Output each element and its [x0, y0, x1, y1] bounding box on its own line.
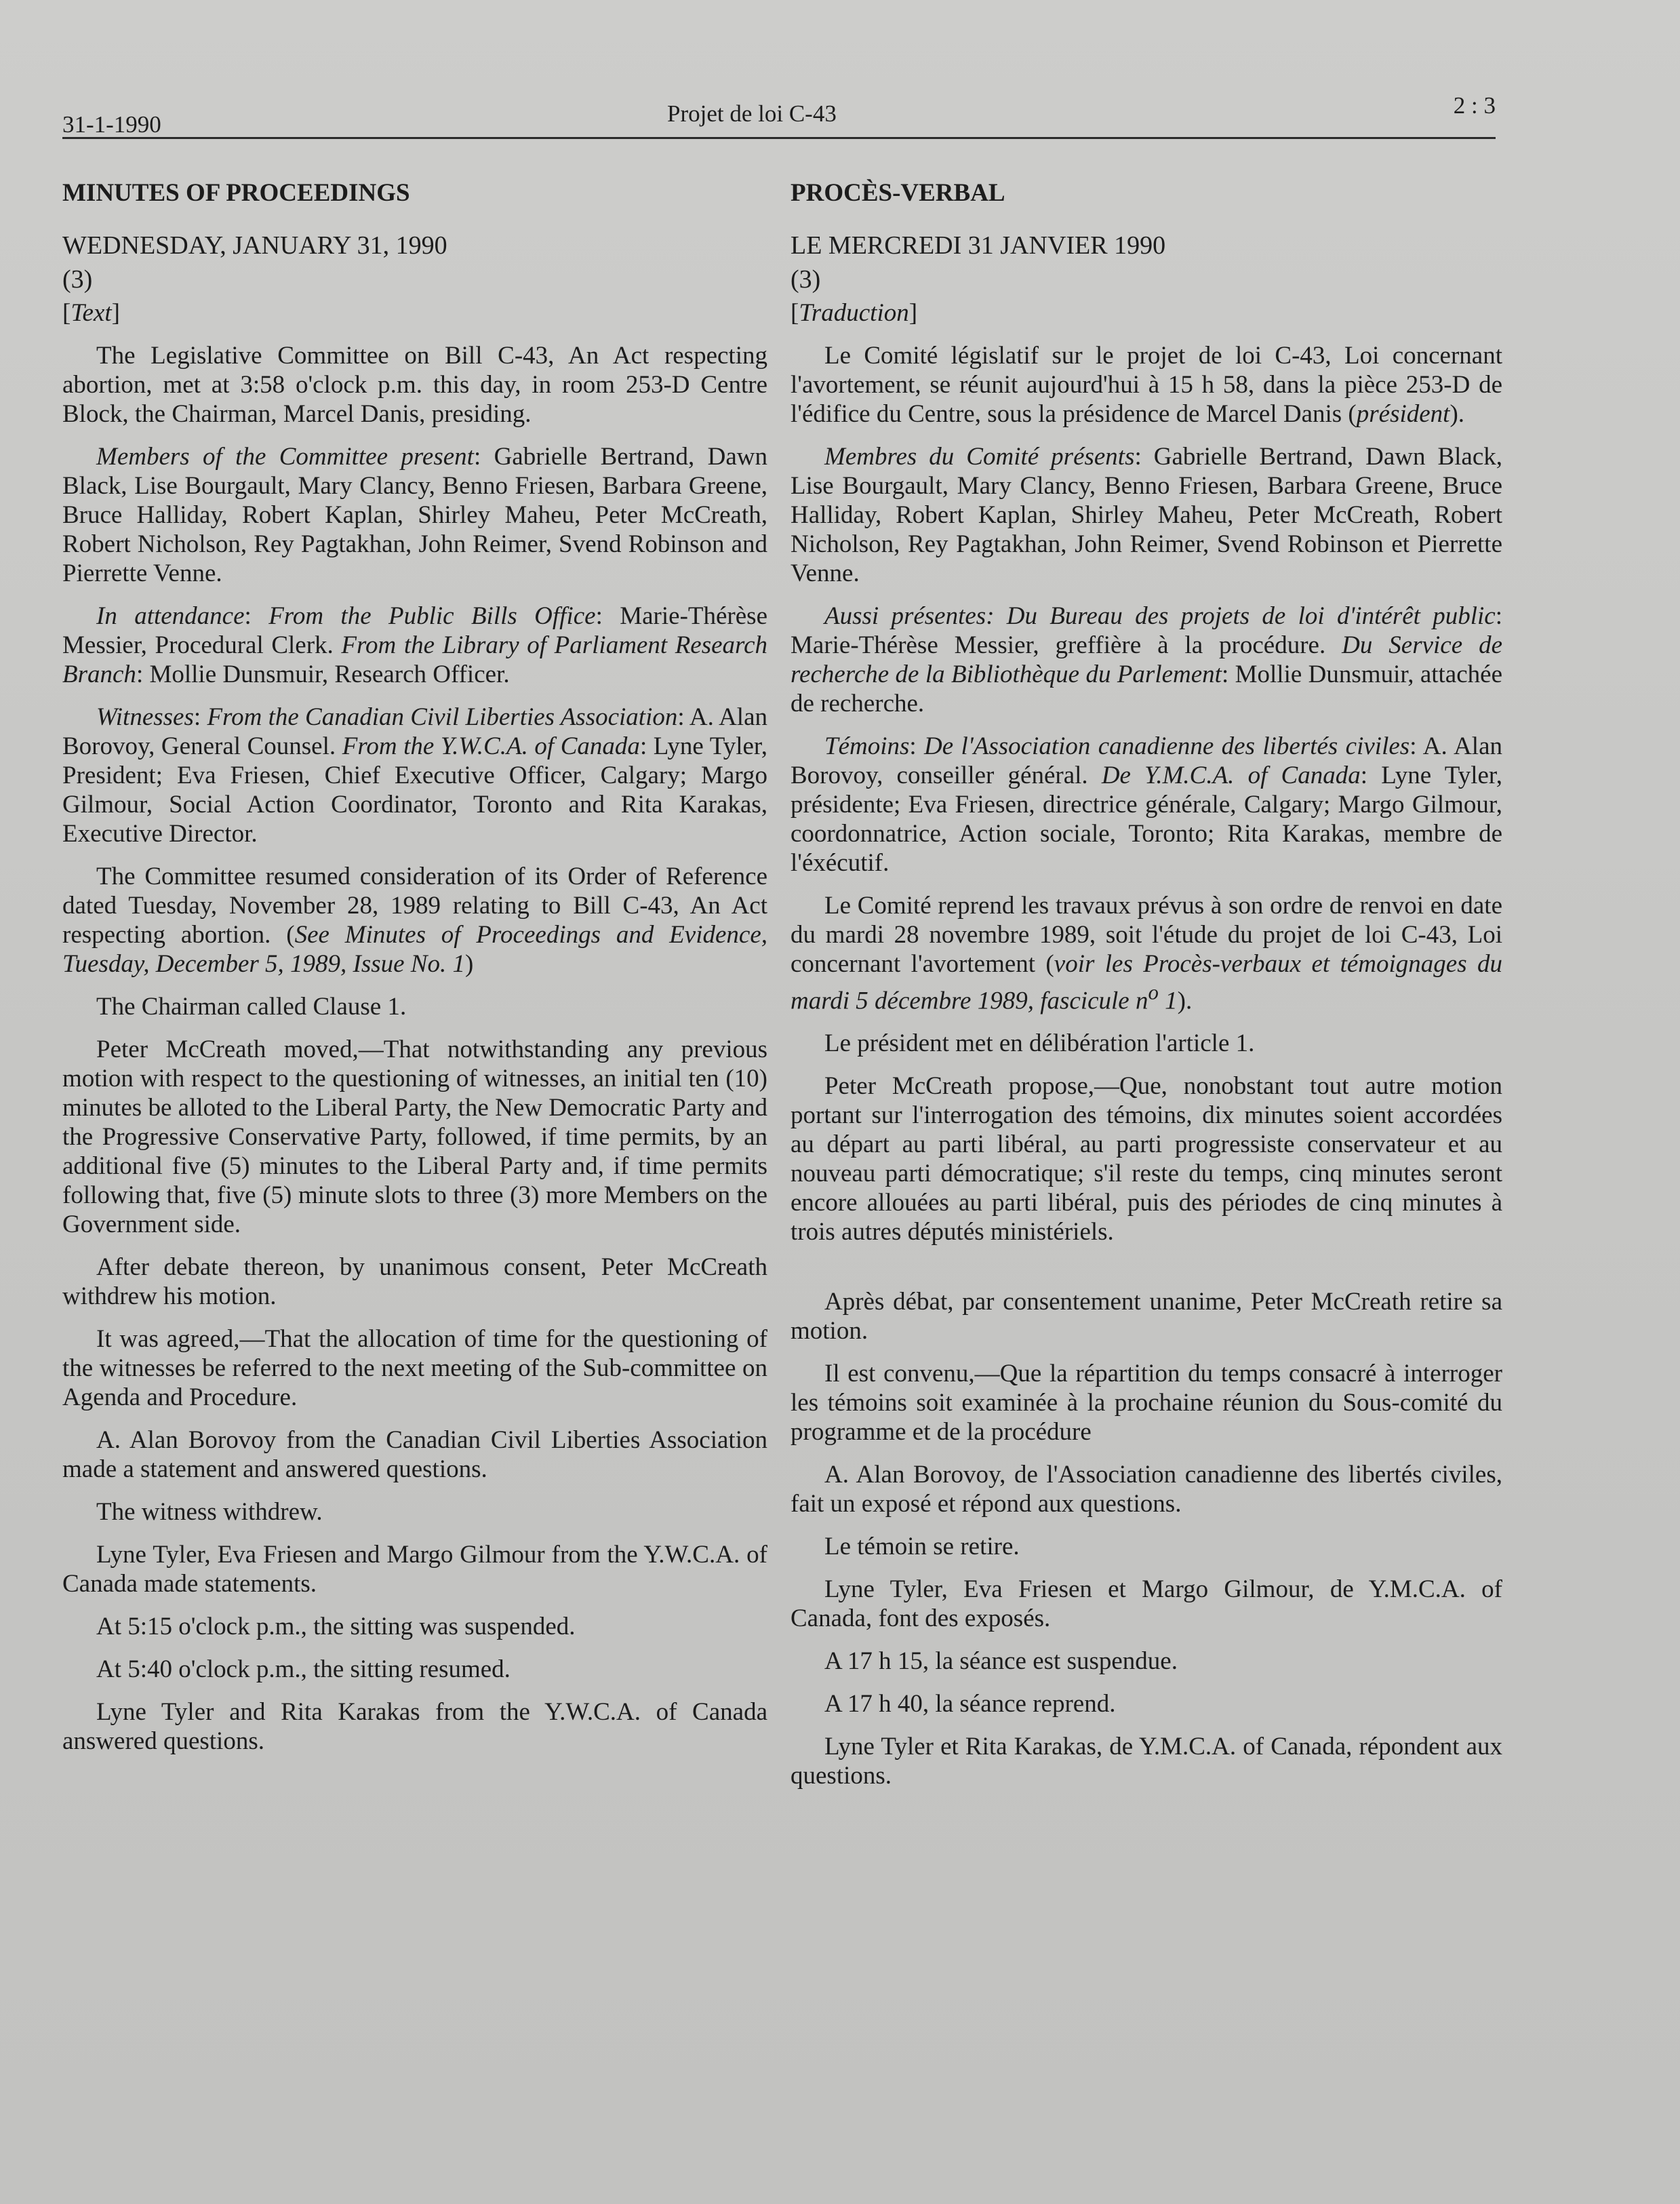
french-witnesses-ymca: De Y.M.C.A. of Canada	[1101, 762, 1361, 789]
english-agreement-paragraph: It was agreed,—That the allocation of time for the questioning of the witnesses be referred to the next meeting of the Sub-committee on Agenda and Procedure.	[62, 1325, 767, 1411]
english-order-text: The Committee resumed consideration of its Order of Reference dated Tuesday, November 28, 1989 relating to Bill C-43, An Act respecting abortion. (	[62, 863, 767, 949]
english-text-tag: [Text]	[62, 299, 120, 327]
english-withdrawal-paragraph: After debate thereon, by unanimous consent, Peter McCreath withdrew his motion.	[62, 1253, 767, 1310]
english-questions-paragraph: Lyne Tyler and Rita Karakas from the Y.W.C.A. of Canada answered questions.	[62, 1698, 767, 1755]
english-order-reference: See Minutes of Proceedings and Evidence, Tuesday, December 5, 1989, Issue No. 1	[62, 921, 767, 978]
english-clause-paragraph: The Chairman called Clause 1.	[96, 993, 407, 1021]
english-attendance-clerk: : Marie-Thérèse Messier, Procedural Clerk.	[62, 602, 767, 659]
page-header	[62, 92, 1496, 139]
french-order-superscript-text: o	[1148, 981, 1159, 1004]
french-members-label: Membres du Comité présents	[824, 443, 1135, 471]
french-suspended-paragraph: A 17 h 15, la séance est suspendue.	[824, 1647, 1178, 1676]
english-suspended-paragraph: At 5:15 o'clock p.m., the sitting was suspended.	[96, 1613, 576, 1640]
english-order-close: )	[465, 950, 474, 978]
french-order-of-reference-paragraph	[791, 891, 1502, 1015]
french-date: LE MERCREDI 31 JANVIER 1990	[791, 231, 1166, 260]
english-attendance-sep: :	[244, 602, 269, 630]
french-order-superscript	[1148, 981, 1159, 1015]
english-statements-paragraph: Lyne Tyler, Eva Friesen and Margo Gilmour from the Y.W.C.A. of Canada made statements.	[62, 1541, 767, 1598]
english-attendance-office: From the Public Bills Office	[268, 602, 596, 630]
english-resumed-paragraph: At 5:40 o'clock p.m., the sitting resumed.	[96, 1655, 511, 1683]
french-clause-paragraph: Le président met en délibération l'article 1.	[824, 1029, 1255, 1058]
english-attendance-library: From the Library of Parliament Research Branch	[62, 631, 767, 688]
english-opening-paragraph: The Legislative Committee on Bill C-43, An Act respecting abortion, met at 3:58 o'clock p.m. this day, in room 253-D Centre Block, the Chairman, Marcel Danis, presiding.	[62, 342, 767, 428]
english-attendance-paragraph	[62, 602, 767, 689]
header-page-number: 2 : 3	[1453, 92, 1496, 119]
french-members-paragraph	[791, 442, 1502, 588]
english-witnesses-label: Witnesses	[96, 703, 194, 731]
english-date: WEDNESDAY, JANUARY 31, 1990	[62, 231, 447, 260]
french-motion-paragraph: Peter McCreath propose,—Que, nonobstant tout autre motion portant sur l'interrogation des témoins, dix minutes soient accordées au départ au parti libéral, au parti progressiste conservateur et au nouveau parti démocratique; s'il reste du temps, cinq minutes seront encore allouées au parti libéral, puis des périodes de cinq minutes à trois autres députés ministériels.	[791, 1072, 1502, 1246]
french-order-text: Le Comité reprend les travaux prévus à son ordre de renvoi en date du mardi 28 novembre 1989, soit l'étude du projet de loi C-43, Loi concernant l'avortement (	[791, 892, 1502, 978]
french-column	[791, 166, 1502, 1804]
french-questions-paragraph: Lyne Tyler et Rita Karakas, de Y.M.C.A. of Canada, répondent aux questions.	[791, 1733, 1502, 1790]
french-witnesses-ccla: De l'Association canadienne des libertés civiles	[924, 732, 1410, 760]
french-members-list: : Gabrielle Bertrand, Dawn Black, Lise Bourgault, Mary Clancy, Benno Friesen, Barbara Greene, Bruce Halliday, Robert Kaplan, Shirley Maheu, Peter McCreath, Robert Nicholson, Rey Pagtakhan, John Reimer, Svend Robinson et Pierrette Venne.	[791, 443, 1503, 587]
english-witnesses-borovoy: : A. Alan Borovoy, General Counsel.	[62, 703, 768, 760]
english-witnesses-paragraph	[62, 703, 767, 848]
english-sitting-number: (3)	[62, 265, 93, 294]
french-opening-paragraph	[791, 341, 1502, 429]
french-witness-withdrew-paragraph: Le témoin se retire.	[824, 1533, 1020, 1561]
french-order-reference: voir les Procès-verbaux et témoignages du mardi 5 décembre 1989, fascicule n	[791, 950, 1502, 1015]
french-witnesses-sep: :	[909, 732, 925, 760]
french-witnesses-label: Témoins	[824, 732, 910, 760]
french-opening-close: ).	[1449, 400, 1465, 428]
english-borovoy-paragraph: A. Alan Borovoy from the Canadian Civil Liberties Association made a statement and answered questions.	[62, 1426, 767, 1483]
english-order-of-reference-paragraph	[62, 862, 767, 979]
french-attendance-clerk: : Marie-Thérèse Messier, greffière à la procédure.	[791, 602, 1502, 659]
english-witness-withdrew-paragraph: The witness withdrew.	[96, 1498, 323, 1526]
english-attendance-label: In attendance	[96, 602, 245, 630]
french-attendance-label: Aussi présentes: Du Bureau des projets de loi d'intérêt public	[824, 602, 1496, 630]
french-attendance-officer: : Mollie Dunsmuir, attachée de recherche.	[791, 661, 1502, 717]
french-witnesses-paragraph	[791, 732, 1502, 878]
french-tag-label: Traduction	[799, 299, 909, 327]
english-attendance-officer: : Mollie Dunsmuir, Research Officer.	[136, 661, 510, 688]
english-witnesses-ccla: From the Canadian Civil Liberties Association	[207, 703, 678, 731]
french-witnesses-ymca-list: : Lyne Tyler, présidente; Eva Friesen, directrice générale, Calgary; Margo Gilmour, coordonnatrice, Action sociale, Toronto; Rita Karakas, membre de l'éxécutif.	[791, 762, 1503, 877]
french-borovoy-paragraph: A. Alan Borovoy, de l'Association canadienne des libertés civiles, fait un exposé et répond aux questions.	[791, 1461, 1502, 1518]
french-opening-text: Le Comité législatif sur le projet de loi C-43, Loi concernant l'avortement, se réunit aujourd'hui à 15 h 58, dans la pièce 253-D de l'édifice du Centre, sous la présidence de Marcel Danis (	[791, 342, 1502, 428]
english-members-paragraph	[62, 442, 767, 588]
english-members-list: : Gabrielle Bertrand, Dawn Black, Lise Bourgault, Mary Clancy, Benno Friesen, Barbara Greene, Bruce Halliday, Robert Kaplan, Shirley Maheu, Peter McCreath, Robert Nicholson, Rey Pagtakhan, John Reimer, Svend Robinson and Pierrette Venne.	[62, 443, 767, 587]
french-heading: PROCÈS-VERBAL	[791, 179, 1005, 207]
french-attendance-paragraph	[791, 602, 1502, 718]
french-witnesses-borovoy: : A. Alan Borovoy, conseiller général.	[791, 732, 1502, 789]
english-tag-label: Text	[71, 299, 112, 327]
french-sitting-number: (3)	[791, 265, 821, 294]
french-order-close: ).	[1177, 987, 1193, 1015]
english-witnesses-sep: :	[193, 703, 207, 731]
english-heading: MINUTES OF PROCEEDINGS	[62, 179, 410, 207]
french-withdrawal-paragraph: Après débat, par consentement unanime, Peter McCreath retire sa motion.	[791, 1288, 1502, 1345]
french-agreement-paragraph: Il est convenu,—Que la répartition du temps consacré à interroger les témoins soit examinée à la prochaine réunion du Sous-comité du programme et de la procédure	[791, 1360, 1502, 1447]
header-date: 31-1-1990	[62, 111, 161, 138]
english-witnesses-ywca: From the Y.W.C.A. of Canada	[342, 732, 640, 760]
english-witnesses-ywca-list: : Lyne Tyler, President; Eva Friesen, Chief Executive Officer, Calgary; Margo Gilmour, Social Action Coordinator, Toronto and Rita Karakas, Executive Director.	[62, 732, 768, 848]
french-attendance-library: Du Service de recherche de la Bibliothèque du Parlement	[791, 631, 1502, 688]
english-motion-paragraph: Peter McCreath moved,—That notwithstanding any previous motion with respect to the questioning of witnesses, an initial ten (10) minutes be alloted to the Liberal Party, the New Democratic Party and the Progressive Conservative Party, followed, if time permits, by an additional five (5) minutes to the Liberal Party and, if time permits following that, five (5) minute slots to three (3) more Members on the Government side.	[62, 1036, 767, 1238]
english-column	[62, 166, 767, 1769]
french-text-tag: [Traduction]	[791, 299, 918, 327]
header-title: Projet de loi C-43	[667, 100, 837, 127]
french-order-issue: 1	[1158, 987, 1178, 1015]
french-statements-paragraph: Lyne Tyler, Eva Friesen et Margo Gilmour, de Y.M.C.A. of Canada, font des exposés.	[791, 1575, 1502, 1633]
french-opening-role: président	[1356, 400, 1450, 428]
english-members-label: Members of the Committee present	[96, 443, 474, 471]
french-resumed-paragraph: A 17 h 40, la séance reprend.	[824, 1690, 1116, 1718]
